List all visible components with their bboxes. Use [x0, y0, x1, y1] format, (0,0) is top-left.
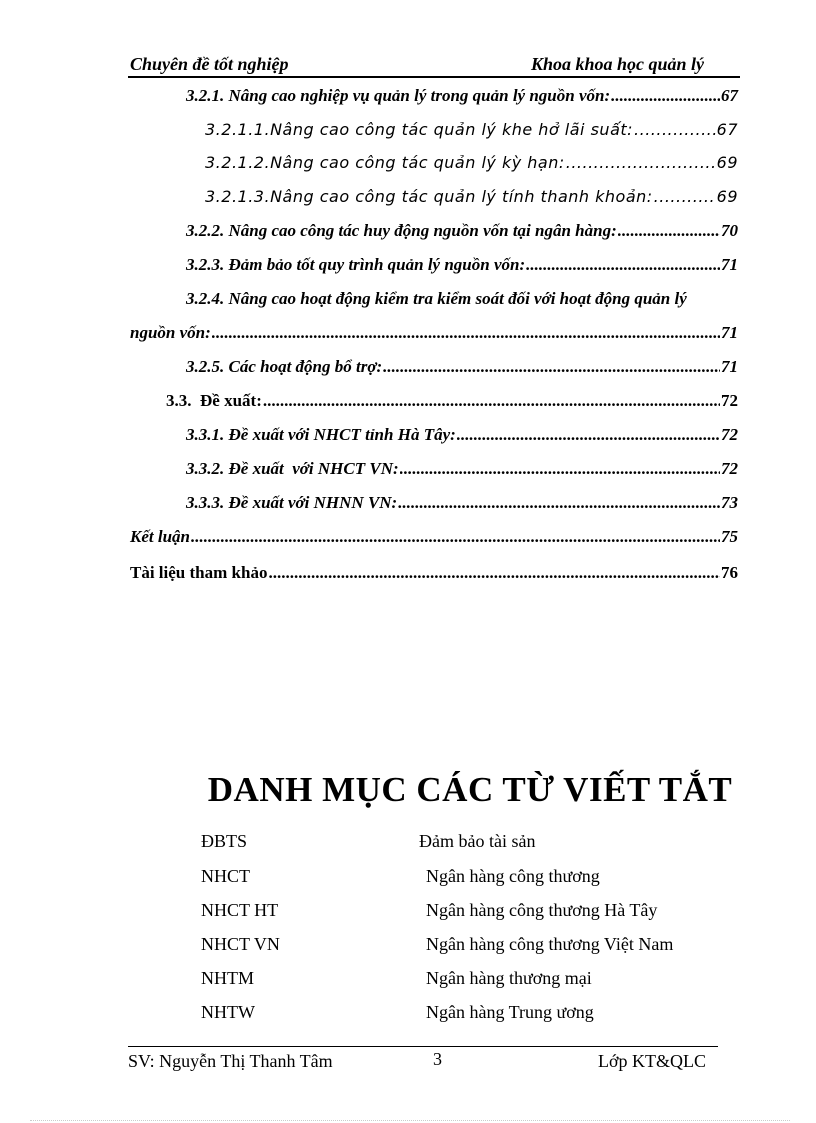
- toc-entry-page: 70: [721, 221, 738, 240]
- toc-entry-title: 3.2.1.1.Nâng cao công tác quản lý khe hở lãi suất:: [205, 120, 634, 139]
- header-faculty: Khoa khoa học quản lý: [530, 54, 704, 74]
- toc-entry-title: 3.3.2. Đề xuất với NHCT VN:: [186, 459, 399, 478]
- toc-entry[interactable]: [205, 187, 738, 206]
- toc-entry-page: 71: [721, 255, 738, 274]
- toc-leader: [263, 391, 720, 411]
- page-bottom-border: [30, 1120, 790, 1121]
- toc-entry-heading-line[interactable]: [186, 289, 738, 309]
- toc-entry-title: 3.2.2. Nâng cao công tác huy động nguồn vốn tại ngân hàng:: [186, 221, 617, 240]
- toc-entry-title: 3.3. Đề xuất:: [166, 391, 262, 410]
- footer-class-name: Lớp KT&QLC: [597, 1051, 706, 1071]
- page-footer: [128, 1046, 718, 1077]
- toc-entry[interactable]: [130, 527, 738, 547]
- toc-entry-page: 69: [716, 153, 738, 172]
- page-header: [128, 52, 740, 78]
- toc-entry-page: 72: [721, 425, 738, 444]
- toc-leader: [634, 120, 716, 139]
- abbreviation: ĐBTS: [201, 831, 248, 851]
- toc-leader: [566, 153, 716, 172]
- toc-leader: [654, 187, 716, 206]
- toc-entry[interactable]: [186, 493, 738, 513]
- abbreviation-meaning: Ngân hàng thương mại: [426, 968, 592, 988]
- abbreviation-meaning: Ngân hàng Trung ương: [426, 1002, 594, 1022]
- toc-leader: [400, 459, 720, 479]
- page-number: 3: [433, 1049, 442, 1069]
- toc-leader: [398, 493, 720, 513]
- toc-leader: [268, 563, 720, 583]
- toc-entry-page: 67: [716, 120, 738, 139]
- toc-entry[interactable]: [186, 255, 738, 275]
- toc-entry-title: 3.2.4. Nâng cao hoạt động kiểm tra kiểm soát đối với hoạt động quản lý: [186, 289, 687, 308]
- toc-entry[interactable]: [205, 120, 738, 139]
- toc-entry-page: 71: [721, 323, 738, 342]
- toc-leader: [191, 527, 720, 547]
- toc-entry[interactable]: [166, 391, 738, 411]
- abbreviation-meaning: Ngân hàng công thương Việt Nam: [426, 934, 674, 954]
- toc-leader: [212, 323, 720, 343]
- toc-entry-title: 3.2.3. Đảm bảo tốt quy trình quản lý nguồn vốn:: [186, 255, 526, 274]
- toc-entry-page: 71: [721, 357, 738, 376]
- toc-entry[interactable]: [186, 459, 738, 479]
- abbreviation-meaning: Đảm bảo tài sản: [419, 831, 536, 851]
- toc-entry-page: 76: [721, 563, 738, 582]
- toc-leader: [618, 221, 720, 241]
- toc-leader: [611, 86, 720, 106]
- toc-entry-title: Kết luận: [130, 527, 190, 546]
- abbreviation: NHTW: [201, 1002, 255, 1022]
- toc-entry-title: 3.2.1.3.Nâng cao công tác quản lý tính thanh khoản:: [205, 187, 653, 206]
- toc-entry-page: 72: [721, 391, 738, 410]
- toc-entry-title: 3.2.5. Các hoạt động bổ trợ:: [186, 357, 383, 376]
- abbreviation: NHCT VN: [201, 934, 280, 954]
- toc-entry-title: 3.2.1.2.Nâng cao công tác quản lý kỳ hạn:: [205, 153, 565, 172]
- toc-entry[interactable]: [186, 357, 738, 377]
- abbreviation: NHCT: [201, 866, 250, 886]
- abbreviation-meaning: Ngân hàng công thương Hà Tây: [426, 900, 658, 920]
- toc-entry-page: 69: [716, 187, 738, 206]
- toc-entry[interactable]: [205, 153, 738, 172]
- toc-entry-title: 3.2.1. Nâng cao nghiệp vụ quản lý trong quản lý nguồn vốn:: [186, 86, 611, 105]
- toc-leader: [457, 425, 720, 445]
- abbreviation: NHTM: [201, 968, 254, 988]
- toc-entry[interactable]: [186, 221, 738, 241]
- abbreviation: NHCT HT: [201, 900, 279, 920]
- header-thesis-title: Chuyên đề tốt nghiệp: [130, 54, 289, 74]
- toc-entry-page: 75: [721, 527, 738, 546]
- toc-entry-page: 67: [721, 86, 738, 105]
- toc-entry-title-continued: nguồn vốn:: [130, 323, 211, 342]
- abbreviations-title: DANH MỤC CÁC TỪ VIẾT TẮT: [207, 770, 733, 809]
- toc-entry-title: 3.3.3. Đề xuất với NHNN VN:: [186, 493, 398, 512]
- toc-entry[interactable]: [186, 425, 738, 445]
- toc-leader: [383, 357, 720, 377]
- toc-entry-title: Tài liệu tham khảo: [130, 563, 268, 582]
- toc-entry-page: 72: [721, 459, 738, 478]
- toc-entry[interactable]: [130, 323, 738, 343]
- footer-student-name: SV: Nguyễn Thị Thanh Tâm: [128, 1051, 333, 1071]
- toc-entry[interactable]: [130, 563, 738, 583]
- toc-entry-page: 73: [721, 493, 738, 512]
- toc-entry-title: 3.3.1. Đề xuất với NHCT tỉnh Hà Tây:: [186, 425, 456, 444]
- abbreviation-meaning: Ngân hàng công thương: [426, 866, 600, 886]
- toc-leader: [526, 255, 720, 275]
- toc-entry[interactable]: [186, 86, 738, 106]
